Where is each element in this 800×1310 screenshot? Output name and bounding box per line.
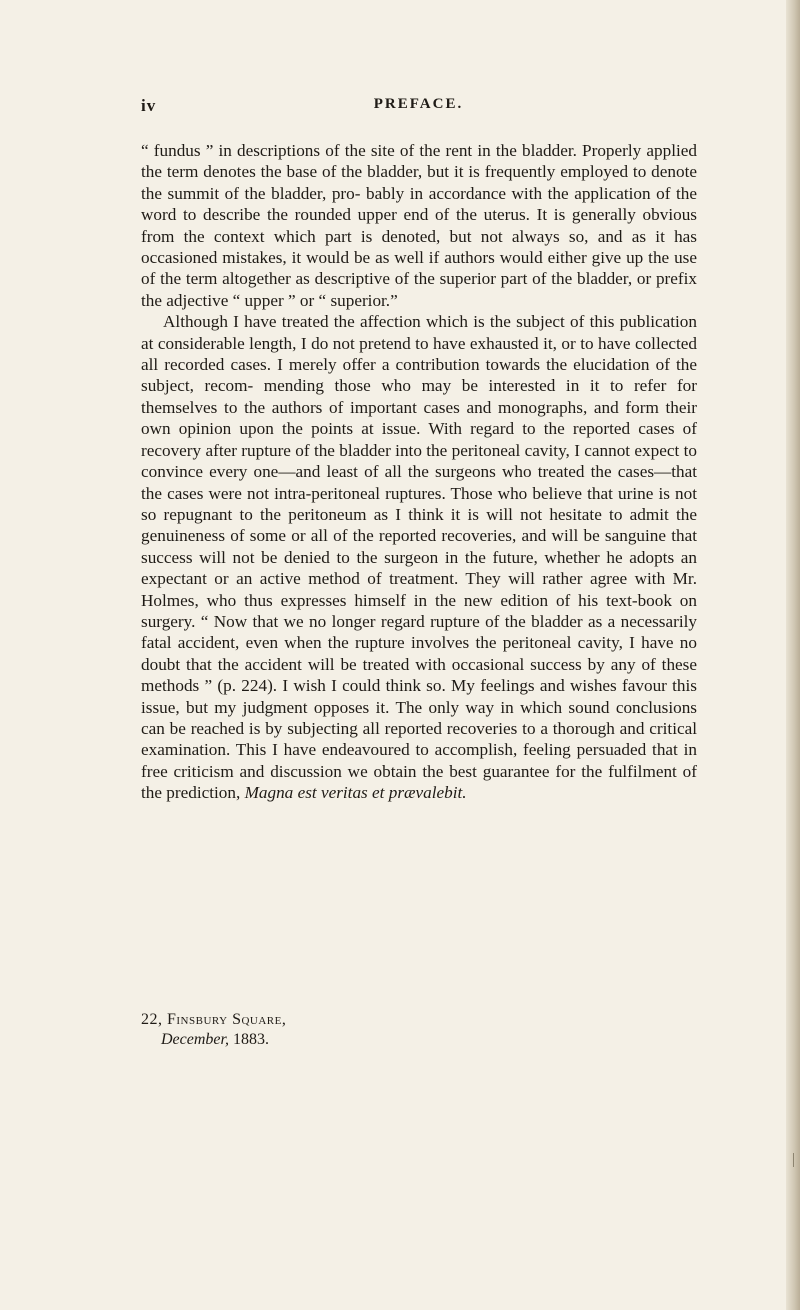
- signature-address: 22, Finsbury Square,: [141, 1011, 287, 1028]
- paragraph-1: “ fundus ” in descriptions of the site of the rent in the bladder. Properly applied the term denotes the base of the bladder, but it is frequently employed to denote the summit of the bladder, pro- bably in accordance with the application of the word to describe the rounded upper end of the uterus. It is generally obvious from the context which part is denoted, but not always so, and as it has occasioned mistakes, it would be as well if authors would either give up the use of the term altogether as descriptive of the superior part of the bladder, or prefix the adjective “ upper ” or “ superior.”: [141, 141, 697, 310]
- page-edge-shadow: [786, 0, 800, 1310]
- page-number: iv: [141, 96, 157, 115]
- page-header: [141, 96, 696, 120]
- paragraph-2: [141, 311, 697, 803]
- preface-text: [141, 140, 697, 804]
- signature-year: 1883.: [228, 1031, 269, 1048]
- signature-date: [141, 1030, 441, 1050]
- running-head: PREFACE.: [373, 96, 464, 112]
- paragraph-2-text: Although I have treated the affection which is the subject of this publication at considerable length, I do not pretend to have exhausted it, or to have collected all recorded cases. I merely offer a contribution towards the elucidation of the subject, recom- mending those who may be interested in it to refer for themselves to the authors of important cases and monographs, and form their own opinion upon the points at issue. With regard to the reported cases of recovery after rupture of the bladder into the peritoneal cavity, I cannot expect to convince every one—and least of all the surgeons who treated the cases—that the cases were not intra-peritoneal ruptures. Those who believe that urine is not so repugnant to the peritoneum as I think it is will not hesitate to admit the genuineness of some or all of the reported recoveries, and will be sanguine that success will not be denied to the surgeon in the future, whether he adopts an expectant or an active method of treatment. They will rather agree with Mr. Holmes, who thus expresses himself in the new edition of his text-book on surgery. “ Now that we no longer regard rupture of the bladder as a necessarily fatal accident, even when the rupture involves the peritoneal cavity, I have no doubt that the accident will be treated with occasional success by any of these methods ” (p. 224). I wish I could think so. My feelings and wishes favour this issue, but my judgment opposes it. The only way in which sound conclusions can be reached is by subjecting all reported recoveries to a thorough and critical examination. This I have endeavoured to accomplish, feeling persuaded that in free criticism and discussion we obtain the best guarantee for the fulfilment of the prediction,: [141, 312, 697, 803]
- paper-mark: [793, 1153, 794, 1167]
- signature-block: [141, 1010, 441, 1050]
- signature-month: December,: [161, 1031, 229, 1048]
- latin-motto: Magna est veritas et prævalebit.: [244, 783, 467, 803]
